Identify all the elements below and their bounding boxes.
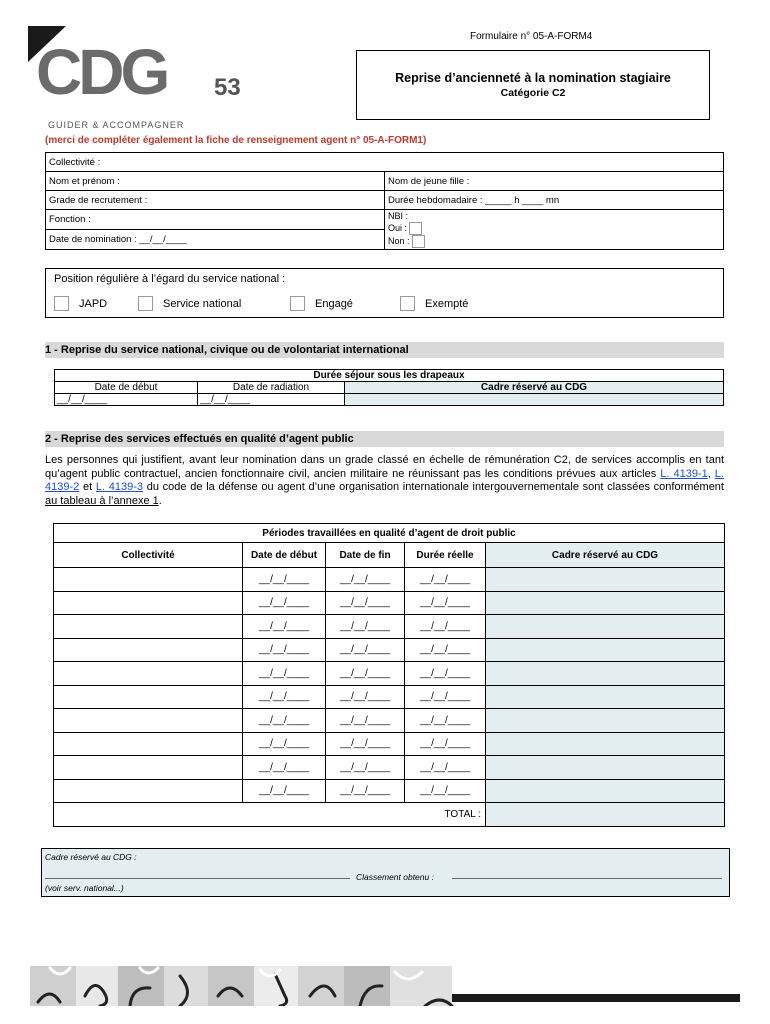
annexe-reference: au tableau à l’annexe 1: [45, 494, 159, 507]
date-fin-input[interactable]: __/__/____: [326, 732, 405, 756]
collectivite-input[interactable]: [54, 568, 243, 592]
service-national-table: [54, 369, 724, 406]
nom-prenom-field[interactable]: Nom et prénom :: [46, 172, 385, 191]
table-row: [54, 709, 725, 733]
date-debut-input[interactable]: __/__/____: [243, 615, 326, 639]
date-debut-input[interactable]: __/__/____: [243, 662, 326, 686]
duree-input[interactable]: __/__/____: [405, 591, 486, 615]
classement-line[interactable]: [452, 878, 722, 879]
duree-input[interactable]: __/__/____: [405, 568, 486, 592]
cadre-cdg-cell: [486, 685, 725, 709]
duree-input[interactable]: __/__/____: [405, 779, 486, 803]
cadre-cdg-cell: [486, 756, 725, 780]
table-row: [54, 568, 725, 592]
link-l4139-1[interactable]: L. 4139-1: [660, 467, 708, 480]
engage-checkbox[interactable]: [290, 296, 305, 311]
table-row: [54, 638, 725, 662]
date-debut-input[interactable]: __/__/____: [243, 638, 326, 662]
oui-label: Oui :: [388, 222, 408, 233]
collectivite-field[interactable]: Collectivité :: [46, 153, 724, 172]
total-cell: [486, 803, 725, 827]
table-row: [54, 685, 725, 709]
position-label: Position régulière à l’égard du service national :: [54, 273, 286, 285]
form-subtitle: Catégorie C2: [500, 87, 566, 99]
collectivite-input[interactable]: [54, 685, 243, 709]
duree-input[interactable]: __/__/____: [405, 756, 486, 780]
voir-label: (voir serv. national...): [45, 883, 124, 893]
date-debut-input[interactable]: __/__/____: [243, 756, 326, 780]
date-fin-input[interactable]: __/__/____: [326, 615, 405, 639]
date-fin-input[interactable]: __/__/____: [326, 756, 405, 780]
col-date-debut: Date de début: [55, 382, 198, 394]
col-date-radiation: Date de radiation: [198, 382, 345, 394]
section1-title: 1 - Reprise du service national, civique ou de volontariat international: [45, 342, 724, 358]
table-row: [54, 756, 725, 780]
cadre-cdg-cell: [486, 709, 725, 733]
exempte-checkbox[interactable]: [400, 296, 415, 311]
cadre-cdg-cell: [486, 615, 725, 639]
logo-number: 53: [214, 74, 241, 101]
link-l4139-3[interactable]: L. 4139-3: [95, 481, 144, 493]
cadre-cdg-cell: [486, 568, 725, 592]
duree-input[interactable]: __/__/____: [405, 709, 486, 733]
table-row: [54, 732, 725, 756]
date-fin-input[interactable]: __/__/____: [326, 638, 405, 662]
periodes-table: [53, 523, 725, 827]
date-fin-input[interactable]: __/__/____: [326, 779, 405, 803]
date-debut-input[interactable]: __/__/____: [243, 591, 326, 615]
table-row: [54, 779, 725, 803]
option-engage[interactable]: Engagé: [290, 296, 353, 311]
date-fin-input[interactable]: __/__/____: [326, 591, 405, 615]
grade-field[interactable]: Grade de recrutement :: [46, 191, 385, 210]
date-fin-input[interactable]: __/__/____: [326, 568, 405, 592]
col-date-fin: Date de fin: [326, 543, 405, 568]
oui-checkbox[interactable]: [409, 222, 422, 235]
option-service-national[interactable]: Service national: [138, 296, 241, 311]
table-row: [54, 662, 725, 686]
collectivite-input[interactable]: [54, 662, 243, 686]
identity-table: [45, 152, 724, 250]
logo-tagline: GUIDER & ACCOMPAGNER: [48, 120, 185, 130]
collectivite-input[interactable]: [54, 615, 243, 639]
table-row: [54, 615, 725, 639]
collectivite-input[interactable]: [54, 732, 243, 756]
periodes-title: Périodes travaillées en qualité d’agent de droit public: [54, 524, 725, 543]
cadre-cdg-label: Cadre réservé au CDG :: [45, 852, 137, 862]
option-exempte[interactable]: Exempté: [400, 296, 468, 311]
date-fin-input[interactable]: __/__/____: [326, 685, 405, 709]
cdg-logo: [28, 22, 268, 132]
cadre-cdg-cell: [486, 779, 725, 803]
date-debut-input[interactable]: __/__/____: [243, 685, 326, 709]
duree-hebdo-field[interactable]: Durée hebdomadaire : _____ h ____ mn: [385, 191, 724, 210]
form-title: Reprise d’ancienneté à la nomination stagiaire: [395, 71, 671, 85]
collectivite-input[interactable]: [54, 709, 243, 733]
nom-jeune-fille-field[interactable]: Nom de jeune fille :: [385, 172, 724, 191]
col-date-debut: Date de début: [243, 543, 326, 568]
date-debut-input[interactable]: __/__/____: [243, 732, 326, 756]
service-national-checkbox[interactable]: [138, 296, 153, 311]
drapeaux-header: Durée séjour sous les drapeaux: [55, 370, 724, 382]
collectivite-input[interactable]: [54, 756, 243, 780]
date-fin-input[interactable]: __/__/____: [326, 709, 405, 733]
date-debut-input[interactable]: __/__/____: [55, 394, 198, 406]
section2-paragraph: Les personnes qui justifient, avant leur nomination dans un grade classé en échelle de rémunération C2, de services accomplis en tant qu’agent public contractuel, ancien fonctionnaire civil, ancien militaire ne réunissant pas les conditions prévues aux articles L. 4139-1, L. 4139-2 et L. 4139-3 du code de la défense ou agent d’une organisation internationale intergouvernementale sont classées conformément au tableau à l’annexe 1.: [45, 454, 724, 507]
col-cadre-cdg: Cadre réservé au CDG: [345, 382, 724, 394]
footer-decoration: [30, 966, 770, 1006]
cadre-cdg-cell: [486, 591, 725, 615]
logo-text: CDG: [36, 36, 167, 108]
cadre-line-left[interactable]: [45, 878, 350, 879]
cadre-cdg-cell: [486, 662, 725, 686]
note-text: (merci de compléter également la fiche de renseignement agent n° 05-A-FORM1): [45, 135, 427, 146]
section2-title: 2 - Reprise des services effectués en qualité d’agent public: [45, 431, 724, 447]
col-collectivite: Collectivité: [54, 543, 243, 568]
nbi-cell: [385, 210, 724, 250]
collectivite-input[interactable]: [54, 638, 243, 662]
cadre-cdg-cell: [345, 394, 724, 406]
duree-input[interactable]: __/__/____: [405, 615, 486, 639]
form-number: Formulaire n° 05-A-FORM4: [470, 31, 593, 42]
form-title-box: [356, 50, 710, 120]
date-debut-input[interactable]: __/__/____: [243, 568, 326, 592]
date-debut-input[interactable]: __/__/____: [243, 779, 326, 803]
cadre-cdg-cell: [486, 732, 725, 756]
duree-input[interactable]: __/__/____: [405, 662, 486, 686]
nbi-label: NBI :: [388, 211, 409, 221]
cadre-cdg-box: [41, 848, 730, 897]
col-cadre-cdg: Cadre réservé au CDG: [486, 543, 725, 568]
position-box: [45, 268, 724, 318]
table-row: [54, 591, 725, 615]
classement-label: Classement obtenu :: [356, 872, 434, 882]
non-checkbox[interactable]: [412, 235, 425, 248]
collectivite-input[interactable]: [54, 591, 243, 615]
link-l4139-2[interactable]: L. 4139-2: [45, 467, 724, 493]
non-label: Non :: [388, 235, 410, 246]
date-nomination-field[interactable]: Date de nomination : __/__/____: [46, 230, 385, 250]
date-debut-input[interactable]: __/__/____: [243, 709, 326, 733]
duree-input[interactable]: __/__/____: [405, 685, 486, 709]
fonction-field[interactable]: Fonction :: [46, 210, 385, 230]
total-label: TOTAL :: [54, 803, 486, 827]
collectivite-input[interactable]: [54, 779, 243, 803]
duree-input[interactable]: __/__/____: [405, 732, 486, 756]
cadre-cdg-cell: [486, 638, 725, 662]
option-japd[interactable]: JAPD: [54, 296, 107, 311]
date-fin-input[interactable]: __/__/____: [326, 662, 405, 686]
col-duree-reelle: Durée réelle: [405, 543, 486, 568]
date-radiation-input[interactable]: __/__/____: [198, 394, 345, 406]
duree-input[interactable]: __/__/____: [405, 638, 486, 662]
japd-checkbox[interactable]: [54, 296, 69, 311]
